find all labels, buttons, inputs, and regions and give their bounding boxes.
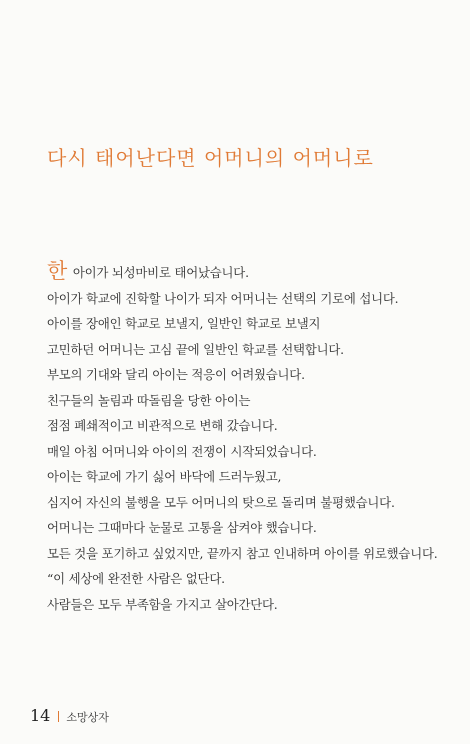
body-line-14: 사람들은 모두 부족함을 가지고 살아간단다.	[47, 596, 278, 612]
page-footer	[30, 706, 109, 725]
body-line-12: 모든 것을 포기하고 싶었지만, 끝까지 참고 인내하며 아이를 위로했습니다.	[47, 545, 438, 561]
body-line-5: 부모의 기대와 달리 아이는 적응이 어려웠습니다.	[47, 367, 305, 382]
body-line-8: 매일 아침 어머니와 아이의 전쟁이 시작되었습니다.	[47, 443, 317, 459]
body-text	[47, 260, 447, 617]
body-line-4: 고민하던 어머니는 고심 끝에 일반인 학교를 선택합니다.	[47, 341, 344, 357]
body-line-10: 심지어 자신의 불행을 모두 어머니의 탓으로 돌리며 불평했습니다.	[47, 494, 395, 510]
first-line-text: 아이가 뇌성마비로 태어났습니다.	[69, 265, 249, 280]
body-line-9: 아이는 학교에 가기 싫어 바닥에 드러누웠고,	[47, 469, 282, 484]
body-line-3: 아이를 장애인 학교로 보낼지, 일반인 학교로 보낼지	[47, 316, 321, 331]
body-line-11: 어머니는 그때마다 눈물로 고통을 삼켜야 했습니다.	[47, 520, 317, 535]
page-title: 다시 태어난다면 어머니의 어머니로	[47, 146, 374, 170]
drop-cap: 한	[47, 259, 68, 283]
footer-divider	[58, 711, 59, 722]
body-line-2: 아이가 학교에 진학할 나이가 되자 어머니는 선택의 기로에 섭니다.	[47, 290, 399, 306]
body-line-7: 점점 폐쇄적이고 비관적으로 변해 갔습니다.	[47, 418, 278, 433]
body-line-6: 친구들의 놀림과 따돌림을 당한 아이는	[47, 392, 251, 408]
book-title: 소망상자	[66, 711, 109, 724]
body-line-13: “이 세상에 완전한 사람은 없단다.	[47, 571, 225, 586]
body-line-1	[47, 260, 447, 286]
page-number: 14	[30, 706, 51, 725]
